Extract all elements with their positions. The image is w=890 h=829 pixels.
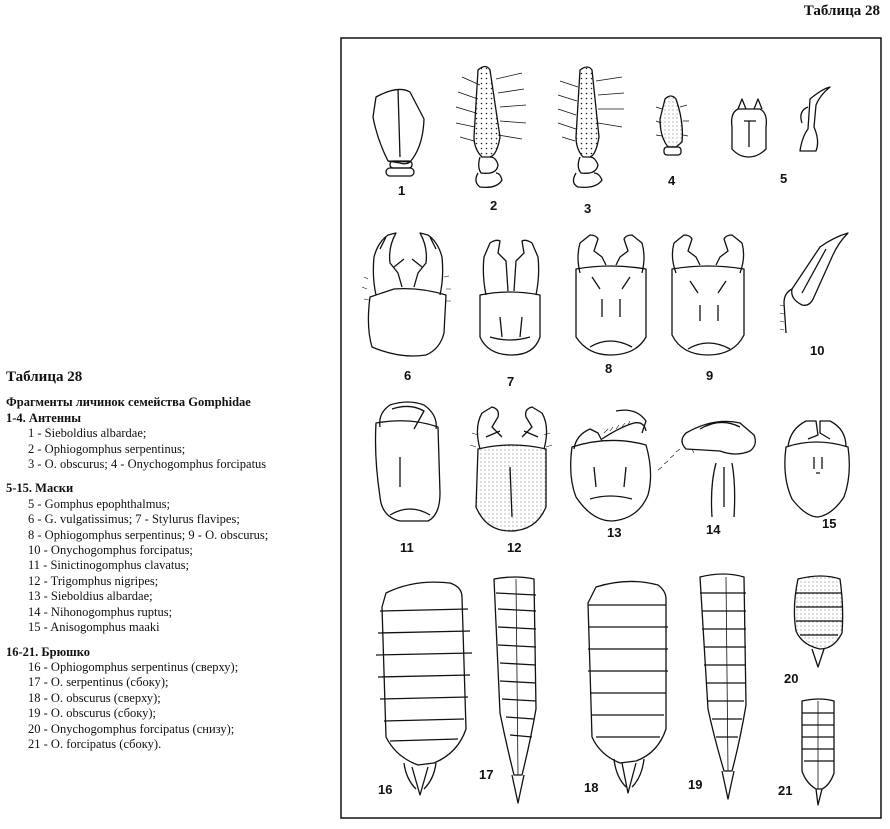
legend-item: 3 - O. obscurus; 4 - Onychogomphus forcipatus: [28, 457, 267, 472]
legend-item: 8 - Ophiogomphus serpentinus; 9 - O. obscurus;: [28, 527, 269, 542]
legend-item: 10 - Onychogomphus forcipatus;: [28, 543, 193, 558]
legend-item: 12 - Trigomphus nigripes;: [28, 573, 159, 588]
legend-subtitle: Фрагменты личинок семейства Gomphidae: [6, 395, 251, 410]
fig-num-11: 11: [400, 540, 414, 555]
legend-section-heading: 16-21. Брюшко: [6, 644, 91, 659]
fig-num-2: 2: [490, 198, 498, 213]
fig-num-7: 7: [507, 374, 515, 389]
legend-item: 14 - Nihonogomphus ruptus;: [28, 604, 173, 619]
fig-num-13: 13: [607, 525, 622, 540]
legend-item: 18 - O. obscurus (сверху);: [28, 690, 161, 705]
legend-section-heading: 1-4. Антенны: [6, 410, 81, 425]
fig-num-3: 3: [584, 201, 592, 216]
legend-item: 17 - O. serpentinus (сбоку);: [28, 675, 169, 690]
fig-num-8: 8: [605, 361, 613, 376]
fig-num-12: 12: [507, 540, 522, 555]
fig-num-20: 20: [784, 671, 799, 686]
legend-item: 15 - Anisogomphus maaki: [28, 620, 160, 635]
fig-num-15: 15: [822, 516, 837, 531]
fig-num-19: 19: [688, 777, 703, 792]
fig-num-4: 4: [668, 173, 676, 188]
legend-item: 13 - Sieboldius albardae;: [28, 589, 153, 604]
legend-item: 5 - Gomphus epophthalmus;: [28, 496, 171, 511]
legend-item: 20 - Onychogomphus forcipatus (снизу);: [28, 721, 235, 736]
fig-num-9: 9: [706, 368, 714, 383]
fig-num-16: 16: [378, 782, 393, 797]
legend-item: 6 - G. vulgatissimus; 7 - Stylurus flavipes;: [28, 512, 240, 527]
legend-section-heading: 5-15. Маски: [6, 481, 74, 496]
illustration-plate: [340, 37, 882, 819]
legend-title: Таблица 28: [6, 369, 83, 385]
fig-num-17: 17: [479, 767, 494, 782]
legend-item: 19 - O. obscurus (сбоку);: [28, 706, 157, 721]
legend-item: 16 - Ophiogomphus serpentinus (сверху);: [28, 659, 239, 674]
fig-num-14: 14: [706, 522, 721, 537]
fig-num-1: 1: [398, 183, 406, 198]
figure-legend: [6, 370, 338, 752]
fig-num-10: 10: [810, 343, 825, 358]
legend-item: 1 - Sieboldius albardae;: [28, 426, 147, 441]
legend-item: 21 - O. forcipatus (сбоку).: [28, 736, 162, 751]
fig-num-21: 21: [778, 783, 793, 798]
plate-header-label: Таблица 28: [803, 3, 880, 19]
fig-num-6: 6: [404, 368, 412, 383]
legend-item: 2 - Ophiogomphus serpentinus;: [28, 441, 186, 456]
fig-num-18: 18: [584, 780, 599, 795]
fig-num-5: 5: [780, 171, 788, 186]
legend-item: 11 - Sinictinogomphus clavatus;: [28, 558, 189, 573]
